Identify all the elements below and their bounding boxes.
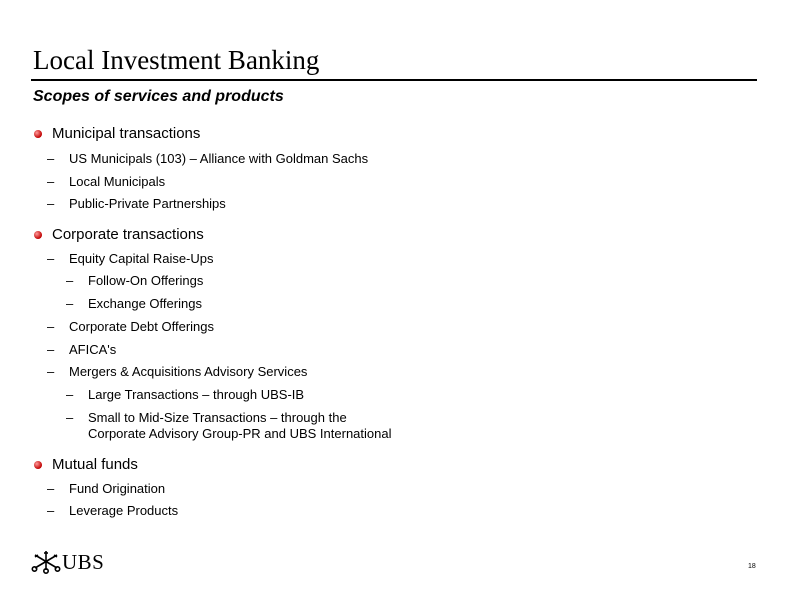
- title-divider: [31, 79, 757, 81]
- bullet-icon: [34, 231, 42, 239]
- list-item: – US Municipals (103) – Alliance with Goldman Sachs: [47, 151, 369, 166]
- page-number: 18: [748, 563, 756, 570]
- three-keys-icon: [31, 548, 61, 574]
- slide-title: Local Investment Banking: [33, 45, 320, 75]
- list-item: – AFICA's: [47, 342, 117, 357]
- list-item: – Local Municipals: [47, 174, 166, 189]
- section-heading-mutual-funds: Mutual funds: [52, 456, 138, 473]
- list-item: – Fund Origination: [47, 481, 166, 496]
- bullet-icon: [34, 130, 42, 138]
- list-item: – Mergers & Acquisitions Advisory Services: [47, 364, 308, 379]
- list-item: – Follow-On Offerings: [66, 273, 204, 288]
- list-item: – Small to Mid-Size Transactions – through the: [66, 410, 347, 425]
- list-item: – Exchange Offerings: [66, 296, 202, 311]
- list-item: – Corporate Debt Offerings: [47, 319, 214, 334]
- slide-subtitle: Scopes of services and products: [33, 88, 284, 105]
- list-item-continuation: Corporate Advisory Group-PR and UBS International: [88, 426, 392, 441]
- section-heading-corporate: Corporate transactions: [52, 226, 204, 243]
- list-item: – Public-Private Partnerships: [47, 196, 226, 211]
- section-heading-municipal: Municipal transactions: [52, 125, 201, 142]
- bullet-icon: [34, 461, 42, 469]
- list-item: – Equity Capital Raise-Ups: [47, 251, 214, 266]
- logo-text: UBS: [62, 550, 105, 574]
- list-item: – Leverage Products: [47, 503, 179, 518]
- list-item: – Large Transactions – through UBS-IB: [66, 387, 305, 402]
